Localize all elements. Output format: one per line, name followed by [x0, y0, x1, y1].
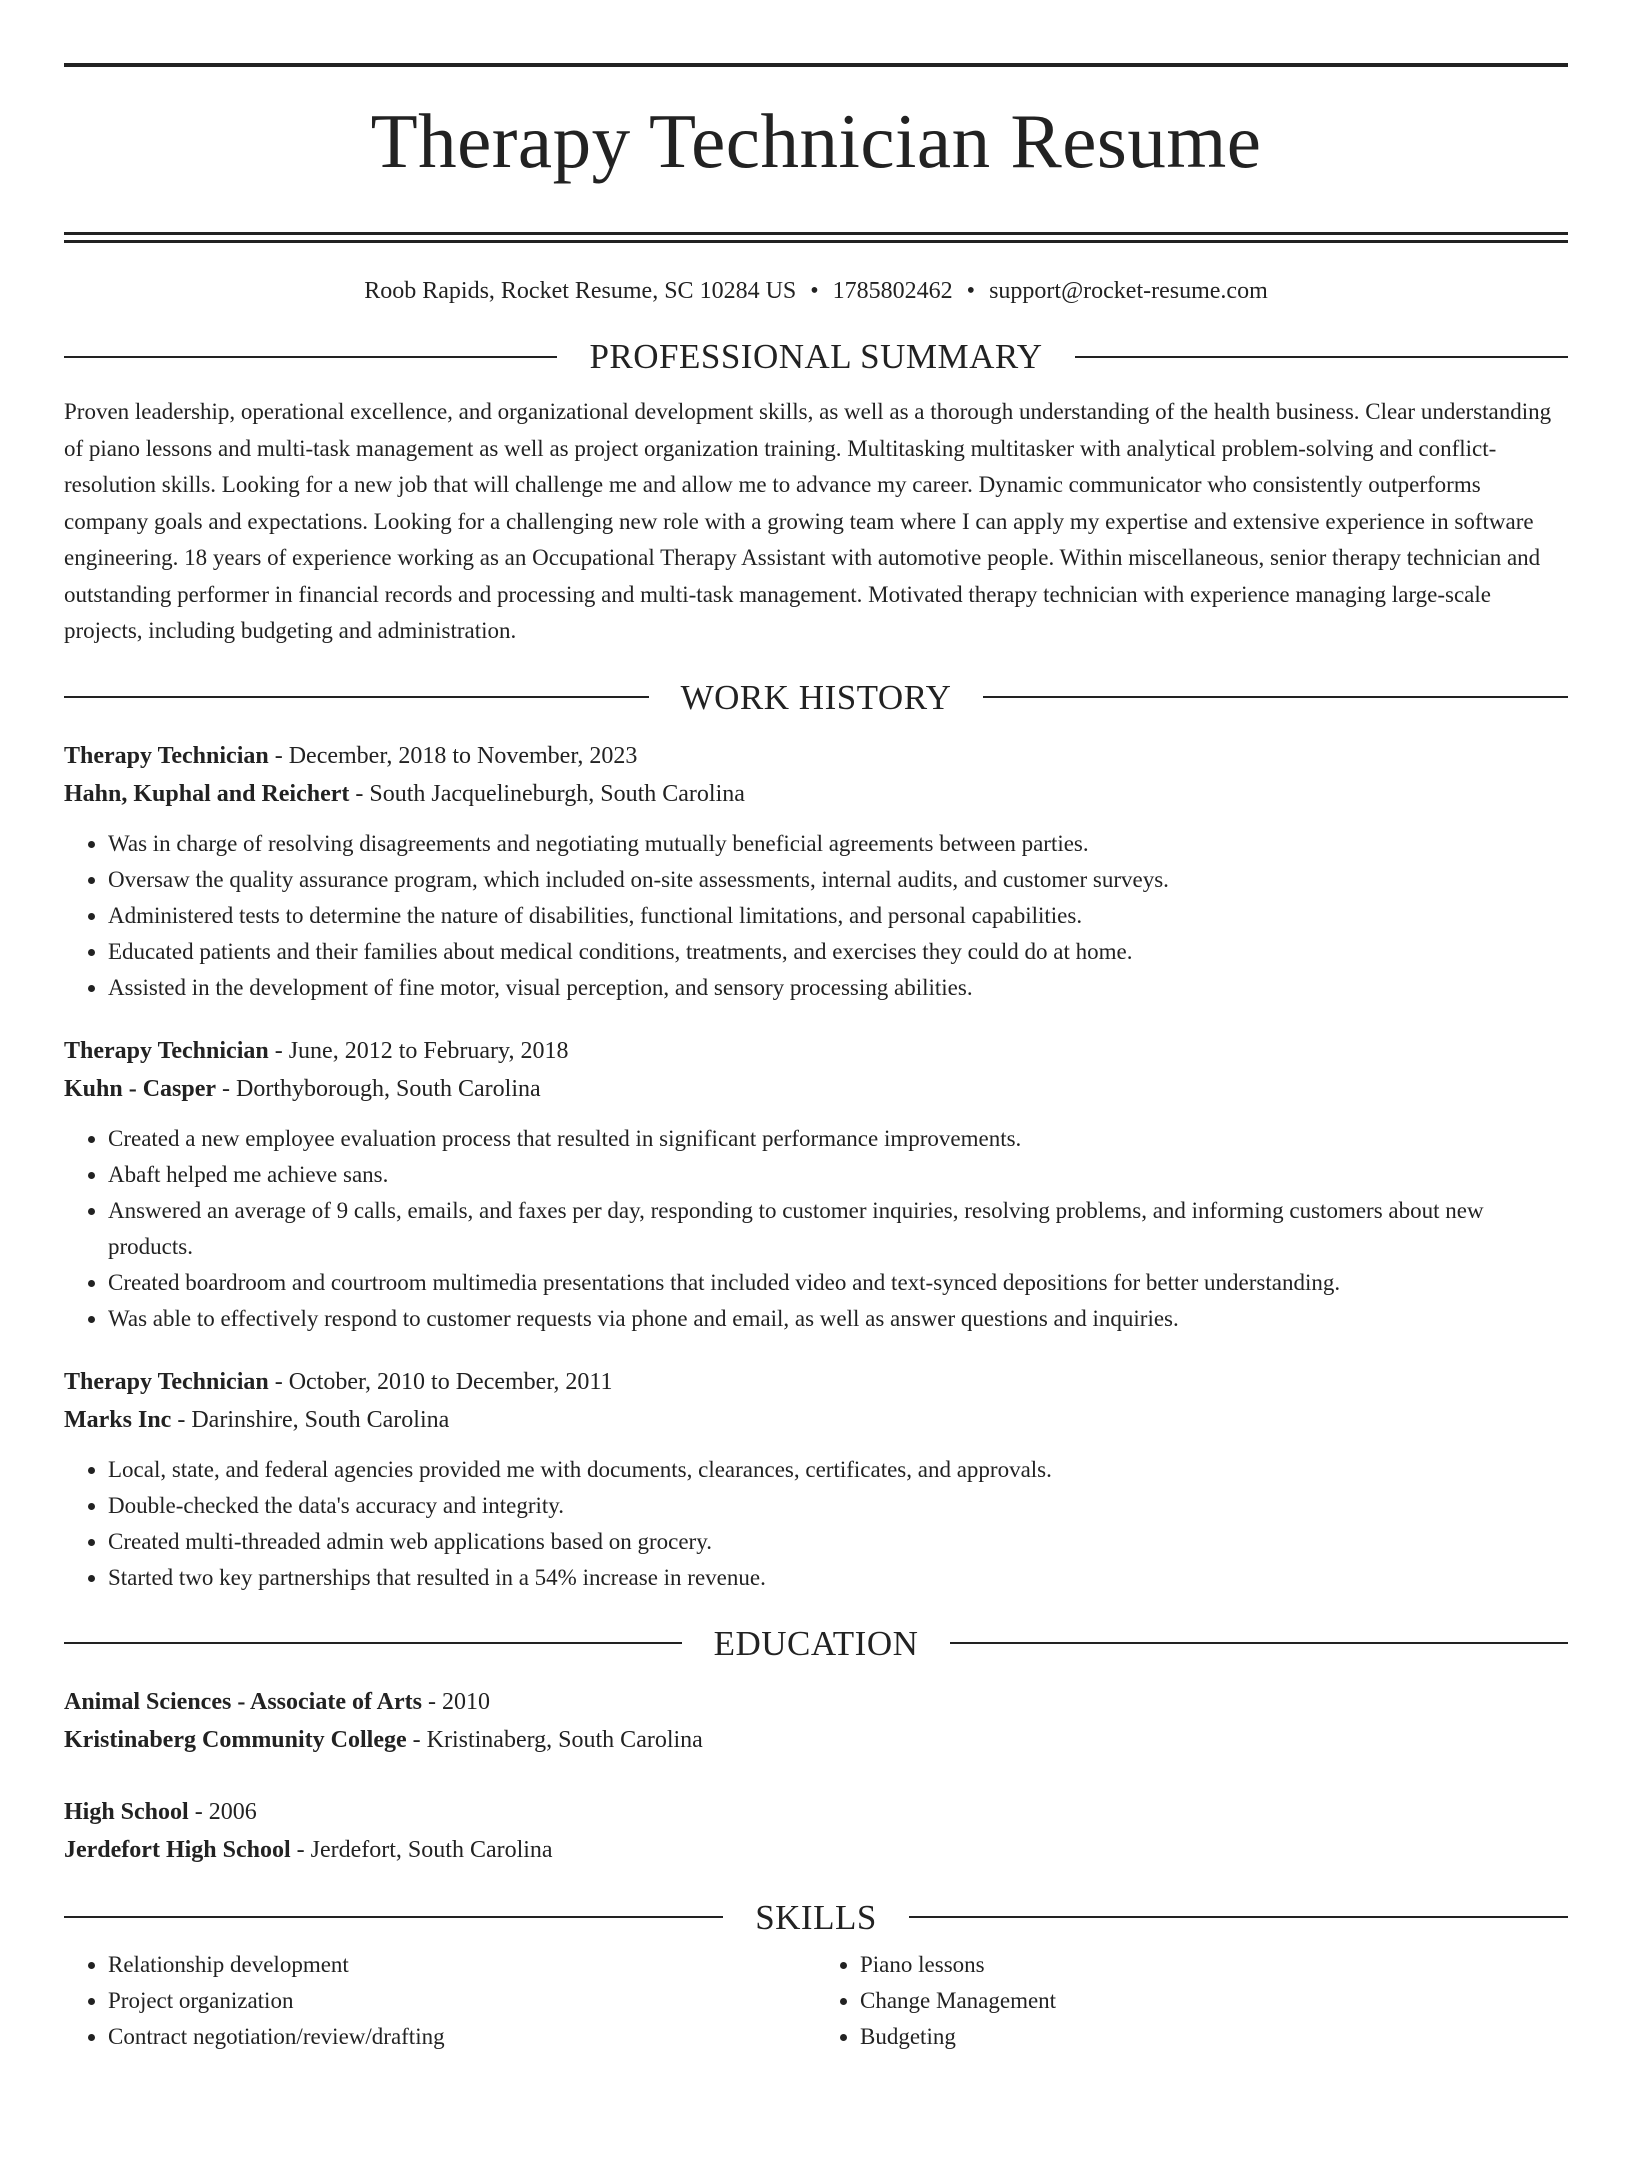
education-school-line — [64, 1721, 1568, 1760]
list-item: • Administered tests to determine the nature of disabilities, functional limitations, and personal capabilities. — [108, 898, 1568, 934]
summary-paragraph: Proven leadership, operational excellence, and organizational development skills, as well as a thorough understanding of the health business. Clear understanding of piano lessons and multi-task management as well as project organization training. Multitasking multitasker with analytical problem-solving and conflict-resolution skills. Looking for a new job that will challenge me and allow me to advance my career. Dynamic communicator who consistently outperforms company goals and expectations. Looking for a challenging new role with a growing team where I can apply my expertise and extensive experience in software engineering. 18 years of experience working as an Occupational Therapy Assistant with automotive people. Within miscellaneous, senior therapy technician and outstanding performer in financial records and processing and multi-task management. Motivated therapy technician with experience managing large-scale projects, including budgeting and administration. — [64, 399, 1552, 644]
job-bullets — [64, 826, 1568, 1006]
list-item: • Created multi-threaded admin web applications based on grocery. — [108, 1524, 1568, 1560]
heading-rule — [64, 356, 557, 358]
job-bullets — [64, 1452, 1568, 1596]
job-dates: - December, 2018 to November, 2023 — [268, 742, 638, 769]
job-location: - Darinshire, South Carolina — [171, 1407, 450, 1434]
section-heading-skills — [64, 1897, 1568, 1937]
heading-rule — [64, 696, 649, 698]
heading-rule — [950, 1642, 1568, 1644]
list-item: • Double-checked the data's accuracy and integrity. — [108, 1488, 1568, 1524]
skill-item: • Change Management — [860, 1983, 1568, 2019]
job-company: Marks Inc — [64, 1407, 172, 1434]
education-degree: Animal Sciences - Associate of Arts — [64, 1688, 422, 1715]
skill-item: • Piano lessons — [860, 1947, 1568, 1983]
job-entry — [64, 1363, 1568, 1596]
list-item: • Was able to effectively respond to customer requests via phone and email, as well as answer questions and inquiries. — [108, 1301, 1568, 1337]
job-company-line — [64, 1070, 1568, 1109]
skill-item: • Budgeting — [860, 2019, 1568, 2055]
contact-separator: • — [810, 277, 819, 304]
education-school-line — [64, 1831, 1568, 1870]
job-role: Therapy Technician — [64, 742, 269, 769]
job-role: Therapy Technician — [64, 1037, 269, 1064]
section-title-summary: PROFESSIONAL SUMMARY — [589, 337, 1043, 377]
job-title-line — [64, 1363, 1568, 1402]
list-item: • Oversaw the quality assurance program, which included on-site assessments, internal audits, and customer surveys. — [108, 862, 1568, 898]
list-item: • Assisted in the development of fine motor, visual perception, and sensory processing abilities. — [108, 970, 1568, 1006]
list-item: • Answered an average of 9 calls, emails, and faxes per day, responding to customer inquiries, resolving problems, and informing customers about new products. — [108, 1193, 1568, 1265]
contact-separator: • — [966, 277, 976, 304]
job-dates: - June, 2012 to February, 2018 — [268, 1037, 569, 1064]
job-company: Hahn, Kuphal and Reichert — [64, 781, 350, 808]
section-title-work: WORK HISTORY — [680, 677, 952, 717]
skills-column-right — [816, 1947, 1568, 2055]
job-title-line — [64, 1032, 1568, 1071]
education-entry — [64, 1793, 1568, 1870]
list-item: • Was in charge of resolving disagreements and negotiating mutually beneficial agreements between parties. — [108, 826, 1568, 862]
job-company-line — [64, 775, 1568, 814]
heading-rule — [64, 1642, 682, 1644]
heading-rule — [983, 696, 1568, 698]
education-degree-line — [64, 1793, 1568, 1832]
section-title-education: EDUCATION — [713, 1623, 919, 1663]
job-entry — [64, 1032, 1568, 1337]
education-school: Kristinaberg Community College — [64, 1727, 407, 1754]
skills-list — [64, 1947, 1568, 2055]
heading-rule — [909, 1916, 1568, 1918]
education-location: - Jerdefort, South Carolina — [290, 1837, 553, 1864]
job-company-line — [64, 1401, 1568, 1440]
section-heading-work — [64, 677, 1568, 717]
education-school: Jerdefort High School — [64, 1837, 291, 1864]
page-title: Therapy Technician Resume — [370, 98, 1262, 184]
skill-item: • Relationship development — [108, 1947, 816, 1983]
education-degree: High School — [64, 1798, 189, 1825]
contact-address: Roob Rapids, Rocket Resume, SC 10284 US — [364, 277, 797, 304]
list-item: • Local, state, and federal agencies provided me with documents, clearances, certificates, and approvals. — [108, 1452, 1568, 1488]
contact-line — [64, 277, 1568, 306]
education-entry — [64, 1683, 1568, 1760]
top-rule — [64, 63, 1568, 67]
section-title-skills: SKILLS — [755, 1897, 877, 1937]
job-company: Kuhn - Casper — [64, 1076, 217, 1103]
resume-page — [0, 63, 1632, 2175]
list-item: • Abaft helped me achieve sans. — [108, 1157, 1568, 1193]
section-heading-education — [64, 1623, 1568, 1663]
list-item: • Created boardroom and courtroom multimedia presentations that included video and text-synced depositions for better understanding. — [108, 1265, 1568, 1301]
job-location: - South Jacquelineburgh, South Carolina — [349, 781, 745, 808]
job-title-line — [64, 737, 1568, 776]
job-bullets — [64, 1121, 1568, 1337]
title-double-rule — [64, 232, 1568, 243]
list-item: • Started two key partnerships that resulted in a 54% increase in revenue. — [108, 1560, 1568, 1596]
education-year: - 2010 — [421, 1688, 490, 1715]
education-degree-line — [64, 1683, 1568, 1722]
education-year: - 2006 — [188, 1798, 257, 1825]
skill-item: • Project organization — [108, 1983, 816, 2019]
job-entry — [64, 737, 1568, 1006]
heading-rule — [64, 1916, 723, 1918]
section-heading-summary — [64, 337, 1568, 377]
heading-rule — [1075, 356, 1568, 358]
job-location: - Dorthyborough, South Carolina — [216, 1076, 541, 1103]
skills-column-left — [64, 1947, 816, 2055]
skill-item: • Contract negotiation/review/drafting — [108, 2019, 816, 2055]
contact-phone: 1785802462 — [832, 277, 953, 304]
job-role: Therapy Technician — [64, 1368, 269, 1395]
education-location: - Kristinaberg, South Carolina — [406, 1727, 703, 1754]
list-item: • Educated patients and their families about medical conditions, treatments, and exercises they could do at home. — [108, 934, 1568, 970]
contact-email: support@rocket-resume.com — [989, 277, 1268, 304]
job-dates: - October, 2010 to December, 2011 — [268, 1368, 613, 1395]
list-item: • Created a new employee evaluation process that resulted in significant performance improvements. — [108, 1121, 1568, 1157]
